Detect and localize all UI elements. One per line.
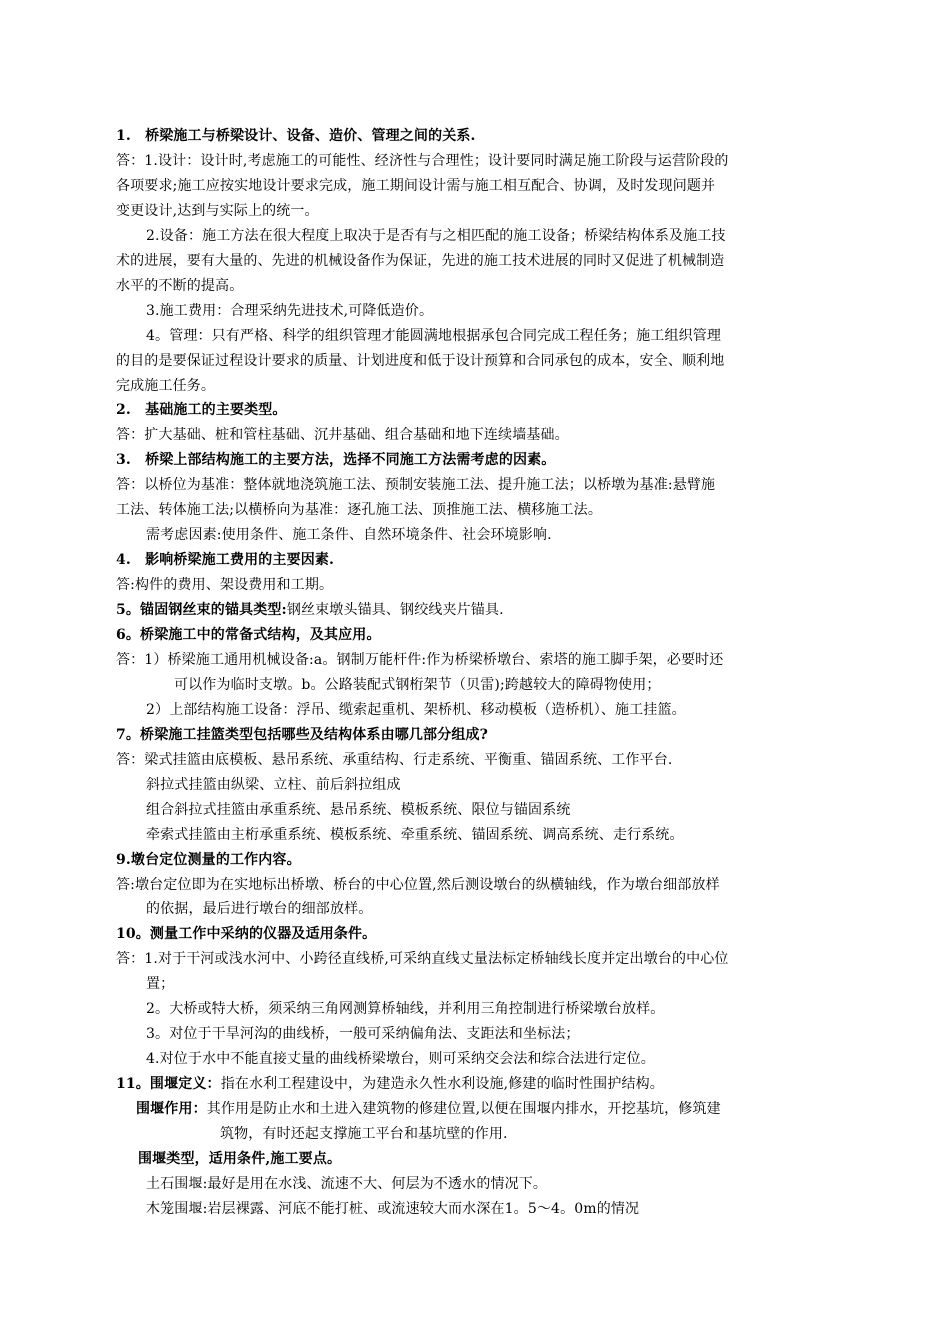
- body-text: 答:墩台定位即为在实地标出桥墩、桥台的中心位置,然后测设墩台的纵横轴线，作为墩台细部放样: [116, 876, 720, 893]
- text-line: [146, 999, 664, 1019]
- text-line: [146, 825, 684, 845]
- text-line: [116, 376, 215, 396]
- body-text: 4。管理：只有严格、科学的组织管理才能圆满地根据承包合同完成工程任务；施工组织管理: [146, 327, 722, 344]
- body-text: 答：1.设计：设计时,考虑施工的可能性、经济性与合理性；设计要同时满足施工阶段与运营阶段的: [116, 152, 729, 169]
- body-text: 置；: [146, 976, 175, 993]
- text-line: [146, 1174, 547, 1194]
- body-text: 木笼围堰:岩层裸露、河底不能打桩、或流速较大而水深在1。5～4。0m的情况: [146, 1200, 640, 1217]
- text-line: [146, 1049, 655, 1069]
- heading-text: 围堰作用：: [136, 1101, 207, 1118]
- text-line: [116, 949, 729, 969]
- body-text: 组合斜拉式挂篮由承重系统、悬吊系统、模板系统、限位与锚固系统: [146, 801, 571, 818]
- text-line: [136, 1099, 721, 1119]
- text-line: [146, 226, 726, 246]
- heading-text: 2. 基础施工的主要类型。: [116, 402, 287, 419]
- text-line: [116, 251, 724, 271]
- text-line: [116, 750, 672, 770]
- text-line: [146, 775, 401, 795]
- heading-text: 1. 桥梁施工与桥梁设计、设备、造价、管理之间的关系.: [116, 128, 476, 144]
- body-text: 变更设计,达到与实际上的统一。: [116, 202, 319, 219]
- body-text: 完成施工任务。: [116, 377, 216, 394]
- text-line: [116, 650, 723, 670]
- text-line: [116, 625, 381, 645]
- body-text: 的依据，最后进行墩台的细部放样。: [146, 901, 373, 918]
- text-line: [146, 899, 372, 919]
- text-line: [116, 425, 569, 445]
- body-text: 答：梁式挂篮由底模板、悬吊系统、承重结构、行走系统、平衡重、锚固系统、工作平台.: [116, 751, 673, 768]
- body-text: 土石围堰:最好是用在水浅、流速不大、何层为不透水的情况下。: [146, 1175, 548, 1192]
- text-line: [146, 1199, 639, 1219]
- text-line: [146, 301, 433, 321]
- heading-text: 4. 影响桥梁施工费用的主要因素.: [116, 552, 335, 569]
- body-text: 答：扩大基础、桩和管柱基础、沉井基础、组合基础和地下连续墙基础。: [116, 427, 569, 444]
- text-line: [116, 875, 720, 895]
- text-line: [116, 924, 376, 944]
- body-text: 答：1）桥梁施工通用机械设备:a。钢制万能杆件:作为桥梁桥墩台、索塔的施工脚手架，必要时还: [116, 651, 724, 668]
- body-text: 水平的不断的提高。: [116, 277, 244, 294]
- body-text: 答：1.对于干河或浅水河中、小跨径直线桥,可采纳直线丈量法标定桥轴线长度并定出墩台的中心位: [116, 951, 729, 968]
- body-text: 工法、转体施工法;以横桥向为基准：逐孔施工法、顶推施工法、横移施工法。: [116, 502, 602, 519]
- text-line: [116, 475, 715, 495]
- heading-text: 6。桥梁施工中的常备式结构，及其应用。: [116, 627, 381, 643]
- text-line: [116, 850, 301, 870]
- text-line: [116, 126, 476, 146]
- body-text: 可以作为临时支墩。b。公路装配式钢桁架节（贝雷);跨越较大的障碍物使用；: [174, 676, 661, 693]
- text-line: [146, 326, 721, 346]
- heading-text: 围堰类型，适用条件,施工要点。: [138, 1150, 342, 1167]
- heading-text: 7。桥梁施工挂篮类型包括哪些及结构体系由哪几部分组成?: [116, 726, 488, 743]
- text-line: [116, 550, 334, 570]
- text-line: [116, 600, 504, 620]
- text-line: [146, 525, 552, 545]
- text-line: [146, 1024, 580, 1044]
- body-text: 指在水利工程建设中，为建造永久性水利设施,修建的临时性围护结构。: [220, 1076, 664, 1093]
- text-line: [146, 800, 571, 820]
- text-line: [174, 675, 661, 695]
- text-line: [116, 276, 243, 296]
- text-line: [116, 575, 333, 595]
- text-line: [116, 201, 319, 221]
- body-text: 斜拉式挂篮由纵梁、立柱、前后斜拉组成: [146, 776, 401, 793]
- body-text: 筑物，有时还起支撑施工平台和基坑壁的作用.: [220, 1126, 508, 1142]
- text-line: [116, 1074, 664, 1094]
- text-line: [116, 500, 602, 520]
- text-line: [220, 1124, 508, 1144]
- text-line: [146, 974, 174, 994]
- body-text: 2.设备：施工方法在很大程度上取决于是否有与之相匹配的施工设备；桥梁结构体系及施工技: [146, 227, 726, 244]
- body-text: 3.施工费用：合理采纳先进技术,可降低造价。: [146, 302, 434, 319]
- text-line: [146, 700, 686, 720]
- heading-text: 11。围堰定义：: [116, 1076, 221, 1093]
- body-text: 4.对位于水中不能直接丈量的曲线桥梁墩台，则可采纳交会法和综合法进行定位。: [146, 1051, 655, 1068]
- body-text: 2）上部结构施工设备：浮吊、缆索起重机、架桥机、移动模板（造桥机）、施工挂篮。: [146, 701, 686, 718]
- text-line: [116, 151, 729, 171]
- text-line: [116, 176, 715, 196]
- text-line: [116, 450, 555, 470]
- body-text: 2。大桥或特大桥，须采纳三角网测算桥轴线，并利用三角控制进行桥梁墩台放样。: [146, 1001, 665, 1018]
- body-text: 需考虑因素:使用条件、施工条件、自然环境条件、社会环境影响.: [146, 527, 552, 544]
- body-text: 术的进展，要有大量的、先进的机械设备作为保证，先进的施工技术进展的同时又促进了机械制造: [116, 252, 725, 269]
- heading-text: 3. 桥梁上部结构施工的主要方法，选择不同施工方法需考虑的因素。: [116, 452, 556, 469]
- text-line: [116, 725, 488, 745]
- body-text: 钢丝束墩头锚具、钢绞线夹片锚具.: [286, 602, 504, 619]
- heading-text: 5。锚固钢丝束的锚具类型:: [116, 602, 287, 619]
- body-text: 3。对位于干旱河沟的曲线桥，一般可采纳偏角法、支距法和坐标法；: [146, 1026, 580, 1043]
- body-text: 其作用是防止水和土进入建筑物的修建位置,以便在围堰内排水，开挖基坑，修筑建: [206, 1101, 721, 1118]
- heading-text: 10。测量工作中采纳的仪器及适用条件。: [116, 926, 377, 943]
- body-text: 各项要求;施工应按实地设计要求完成，施工期间设计需与施工相互配合、协调，及时发现问题并: [116, 177, 716, 194]
- text-line: [116, 351, 724, 371]
- text-line: [116, 400, 287, 420]
- body-text: 牵索式挂篮由主桁承重系统、模板系统、牵重系统、锚固系统、调高系统、走行系统。: [146, 826, 684, 843]
- heading-text: 9.墩台定位测量的工作内容。: [116, 851, 301, 868]
- body-text: 答:构件的费用、架设费用和工期。: [116, 577, 334, 594]
- body-text: 答：以桥位为基准：整体就地浇筑施工法、预制安装施工法、提升施工法；以桥墩为基准:悬臂施: [116, 477, 716, 494]
- body-text: 的目的是要保证过程设计要求的质量、计划进度和低于设计预算和合同承包的成本，安全、顺利地: [116, 352, 725, 369]
- text-line: [138, 1149, 341, 1169]
